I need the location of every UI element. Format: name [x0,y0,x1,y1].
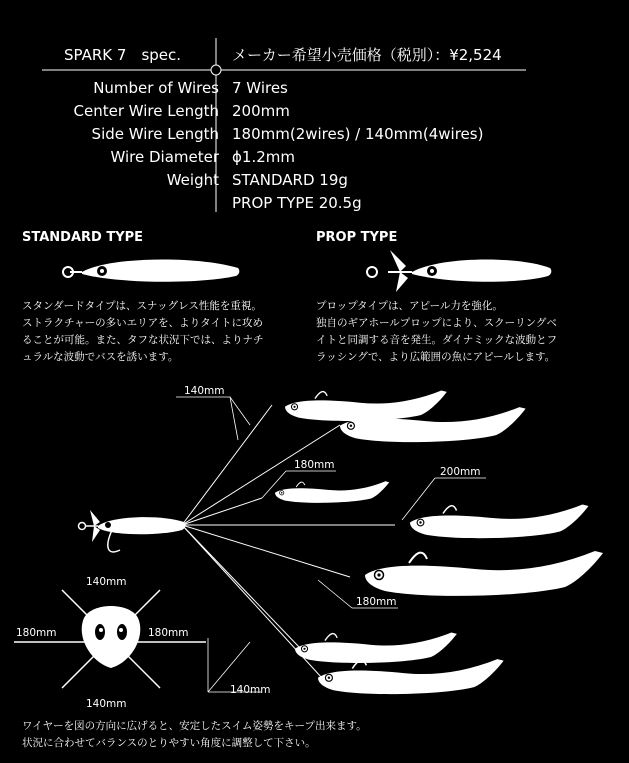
label-top-140: 140mm [184,385,225,397]
label-center-200: 200mm [440,466,481,478]
standard-description: スタンダードタイプは、スナッグレス性能を重視。 ストラクチャーの多いエリアを、よりタイトに攻め ることが可能。また、タフな状況下では、よりナチ ュラルな波動でバスを誘います。 [22,300,264,363]
spec-label-side: Side Wire Length [91,125,219,143]
spec-label-center: Center Wire Length [73,102,219,120]
head-lure-icon [79,510,186,552]
spec-value-weight: STANDARD 19g [232,171,348,189]
rig-diagram [0,380,629,710]
front-right-180: 180mm [148,627,189,639]
spec-value-diameter: ϕ1.2mm [232,148,295,166]
label-bottom-140: 140mm [230,684,271,696]
spec-label-weight: Weight [166,171,219,189]
label-lower-180: 180mm [356,596,397,608]
prop-type-title: PROP TYPE [316,230,398,245]
swimbait-bottom-2 [318,659,504,694]
standard-type-title: STANDARD TYPE [22,230,144,245]
front-left-180: 180mm [16,627,57,639]
standard-lure-icon [63,259,239,281]
prop-description: プロップタイプは、アピール力を強化。 独自のギアホールプロップにより、スクーリングベ イトと同調する音を発生。ダイナミックな波動とフ ラッシングで、より広範囲の魚にアピールします。 [316,300,558,363]
front-top-140: 140mm [86,576,127,588]
swimbait-center [410,505,589,539]
front-bottom-140: 140mm [86,698,127,710]
swimbait-bottom-1 [295,632,457,663]
wires [182,405,395,678]
lure-illustrations [0,240,629,300]
spec-value-side: 180mm(2wires) / 140mm(4wires) [232,125,484,143]
spec-value-wires: 7 Wires [232,79,288,97]
footer-note: ワイヤーを図の方向に広げると、安定したスイム姿勢をキープ出来ます。 状況に合わせてバランスのとりやすい角度に調整して下さい。 [22,720,367,749]
spec-value-weight-prop: PROP TYPE 20.5g [232,194,362,212]
price-text: メーカー希望小売価格（税別）：¥2,524 [232,46,502,64]
spec-title: SPARK 7 spec. [64,46,182,64]
label-mid-180: 180mm [294,459,335,471]
swimbait-lower-180 [365,551,603,596]
swimbait-mid-180 [275,481,389,503]
spec-label-diameter: Wire Diameter [110,148,219,166]
prop-lure-icon [367,250,551,292]
spec-value-center: 200mm [232,102,290,120]
front-view-diagram [14,590,206,688]
swimbait-top-1 [285,390,447,421]
spec-label-wires: Number of Wires [93,79,219,97]
